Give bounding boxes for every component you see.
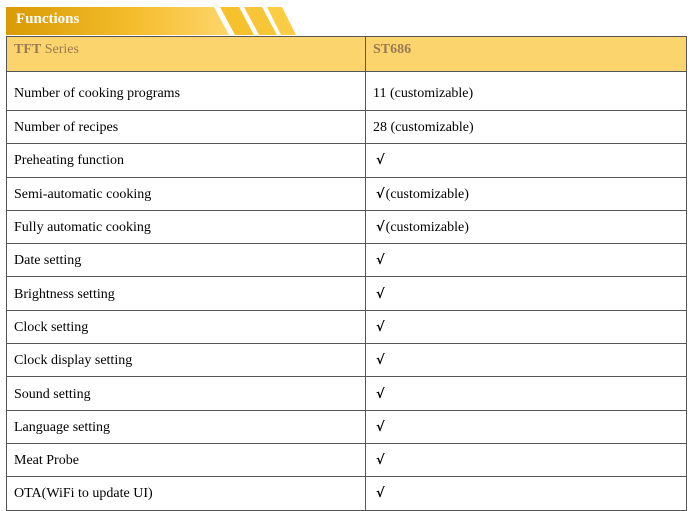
- header-model: [366, 37, 687, 72]
- feature-cell: Number of recipes: [7, 111, 366, 144]
- feature-cell: OTA(WiFi to update UI): [7, 477, 366, 510]
- table-body: [7, 72, 687, 511]
- value-text: (customizable): [385, 186, 469, 202]
- table-row: [7, 177, 687, 210]
- functions-table: [6, 36, 687, 511]
- table-row: [7, 310, 687, 343]
- checkmark-icon: √: [376, 386, 385, 402]
- value-cell: [366, 277, 687, 310]
- checkmark-icon: √: [376, 286, 385, 302]
- feature-cell: Number of cooking programs: [7, 72, 366, 111]
- feature-cell: Preheating function: [7, 144, 366, 177]
- feature-cell: Meat Probe: [7, 443, 366, 476]
- value-cell: [366, 244, 687, 277]
- value-cell: [366, 310, 687, 343]
- value-cell: [366, 377, 687, 410]
- value-text: (customizable): [385, 220, 469, 236]
- table-row: [7, 244, 687, 277]
- feature-cell: Date setting: [7, 244, 366, 277]
- checkmark-icon: √: [376, 319, 385, 335]
- value-cell: [366, 344, 687, 377]
- checkmark-icon: √: [376, 220, 385, 236]
- value-cell: [366, 177, 687, 210]
- header-series: [7, 37, 366, 72]
- checkmark-icon: √: [376, 419, 385, 435]
- table-row: [7, 377, 687, 410]
- feature-cell: Brightness setting: [7, 277, 366, 310]
- value-cell: [366, 144, 687, 177]
- table-row: [7, 72, 687, 111]
- checkmark-icon: √: [376, 353, 385, 369]
- table-row: [7, 144, 687, 177]
- feature-cell: Fully automatic cooking: [7, 210, 366, 243]
- table-row: [7, 111, 687, 144]
- header-model-label: ST686: [373, 42, 412, 57]
- value-cell: [366, 443, 687, 476]
- table-row: [7, 477, 687, 510]
- table-row: [7, 277, 687, 310]
- feature-cell: Sound setting: [7, 377, 366, 410]
- feature-cell: Semi-automatic cooking: [7, 177, 366, 210]
- value-cell: [366, 111, 687, 144]
- header-series-label: Series: [41, 42, 79, 57]
- feature-cell: Clock setting: [7, 310, 366, 343]
- table-row: [7, 344, 687, 377]
- banner-title: Functions: [16, 11, 80, 27]
- header-series-brand: TFT: [14, 42, 42, 57]
- section-banner: [6, 5, 296, 37]
- table-row: [7, 410, 687, 443]
- table-row: [7, 210, 687, 243]
- value-text: 11 (customizable): [373, 86, 474, 101]
- feature-cell: Clock display setting: [7, 344, 366, 377]
- feature-cell: Language setting: [7, 410, 366, 443]
- value-text: 28 (customizable): [373, 120, 474, 136]
- value-cell: [366, 477, 687, 510]
- table-header-row: [7, 37, 687, 72]
- value-cell: [366, 410, 687, 443]
- value-cell: [366, 210, 687, 243]
- checkmark-icon: √: [376, 186, 385, 202]
- checkmark-icon: √: [376, 486, 385, 502]
- value-cell: [366, 72, 687, 111]
- table-row: [7, 443, 687, 476]
- checkmark-icon: √: [376, 453, 385, 469]
- checkmark-icon: √: [376, 153, 385, 169]
- checkmark-icon: √: [376, 253, 385, 269]
